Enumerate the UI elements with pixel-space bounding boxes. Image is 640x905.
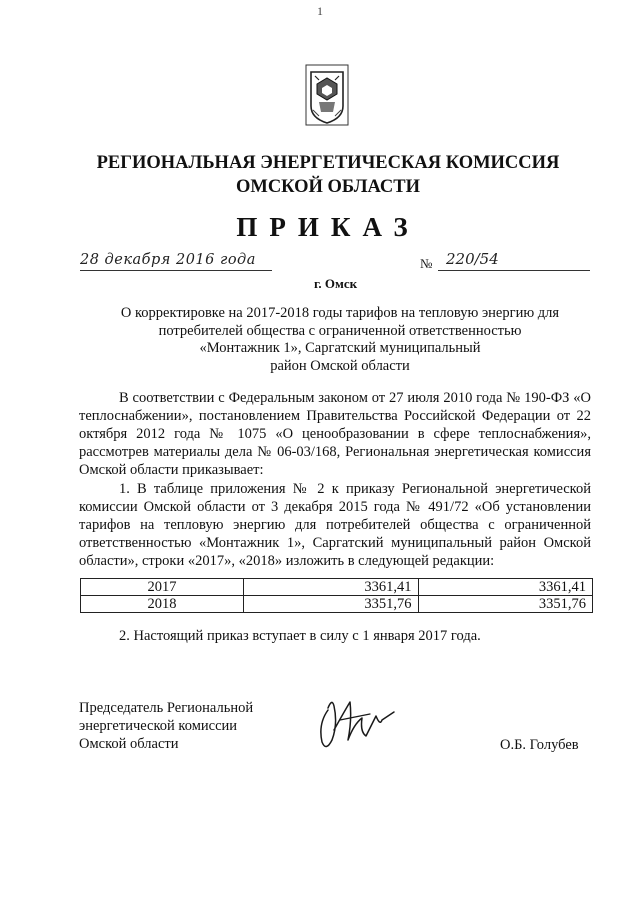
- city-label: г. Омск: [314, 276, 358, 291]
- preamble: [79, 389, 591, 479]
- order-number-label: №: [420, 256, 433, 271]
- position-line: энергетической комиссии: [79, 718, 238, 734]
- preamble-text: В соответствии с Федеральным законом от 27 июля 2010 года № 190-ФЗ «О теплоснабжении», постановлением Правительства Российской Федерации от 22 октября 2012 года № 1075 «О ценообразовании в сфере теплоснабжения», рассмотрев материалы дела № 06-03/168, Региональная энергетическая комиссия Омской области приказывает:: [79, 390, 591, 478]
- coat-of-arms-icon: [305, 64, 349, 126]
- order-subject: [90, 305, 590, 375]
- organization-name: [0, 151, 640, 199]
- signatory-position: [79, 699, 253, 753]
- document-title: ПРИКАЗ: [236, 212, 420, 242]
- table-cell-year: 2017: [81, 579, 244, 596]
- handwritten-order-number: 220/54: [446, 250, 499, 268]
- tariff-table: [80, 578, 593, 613]
- subject-line: район Омской области: [270, 357, 410, 374]
- clause-2: 2. Настоящий приказ вступает в силу с 1 января 2017 года.: [119, 628, 481, 644]
- clause-1-text: 1. В таблице приложения № 2 к приказу Региональной энергетической комиссии Омской области от 3 декабря 2015 года № 491/72 «Об установлении тарифов на тепловую энергию для потребителей общества с ограниченной ответственностью «Монтажник 1», Саргатский муниципальный район Омской области», строки «2017», «2018» изложить в следующей редакции:: [79, 481, 591, 569]
- position-line: Председатель Региональной: [79, 700, 254, 716]
- position-line: Омской области: [79, 736, 179, 752]
- clause-1: [79, 480, 591, 570]
- date-underline: [80, 270, 272, 271]
- organization-line-2: ОМСКОЙ ОБЛАСТИ: [235, 177, 421, 197]
- table-row: [81, 596, 593, 613]
- handwritten-date: 28 декабря 2016 года: [80, 252, 256, 268]
- table-cell-year: 2018: [81, 596, 244, 613]
- table-cell-value: 3361,41: [418, 579, 593, 596]
- table-cell-value: 3351,76: [244, 596, 419, 613]
- order-number-underline: [438, 270, 590, 271]
- signer-name: О.Б. Голубев: [500, 737, 579, 753]
- subject-line: О корректировке на 2017-2018 годы тарифов на тепловую энергию для: [120, 305, 560, 321]
- table-cell-value: 3361,41: [244, 579, 419, 596]
- table-row: [81, 579, 593, 596]
- organization-line-1: РЕГИОНАЛЬНАЯ ЭНЕРГЕТИЧЕСКАЯ КОМИССИЯ: [96, 153, 560, 173]
- table-cell-value: 3351,76: [418, 596, 593, 613]
- handwritten-signature: [310, 690, 400, 756]
- subject-line: потребителей общества с ограниченной ответственностью: [158, 322, 522, 339]
- subject-line: «Монтажник 1», Саргатский муниципальный: [199, 340, 481, 356]
- page-number: 1: [317, 4, 323, 18]
